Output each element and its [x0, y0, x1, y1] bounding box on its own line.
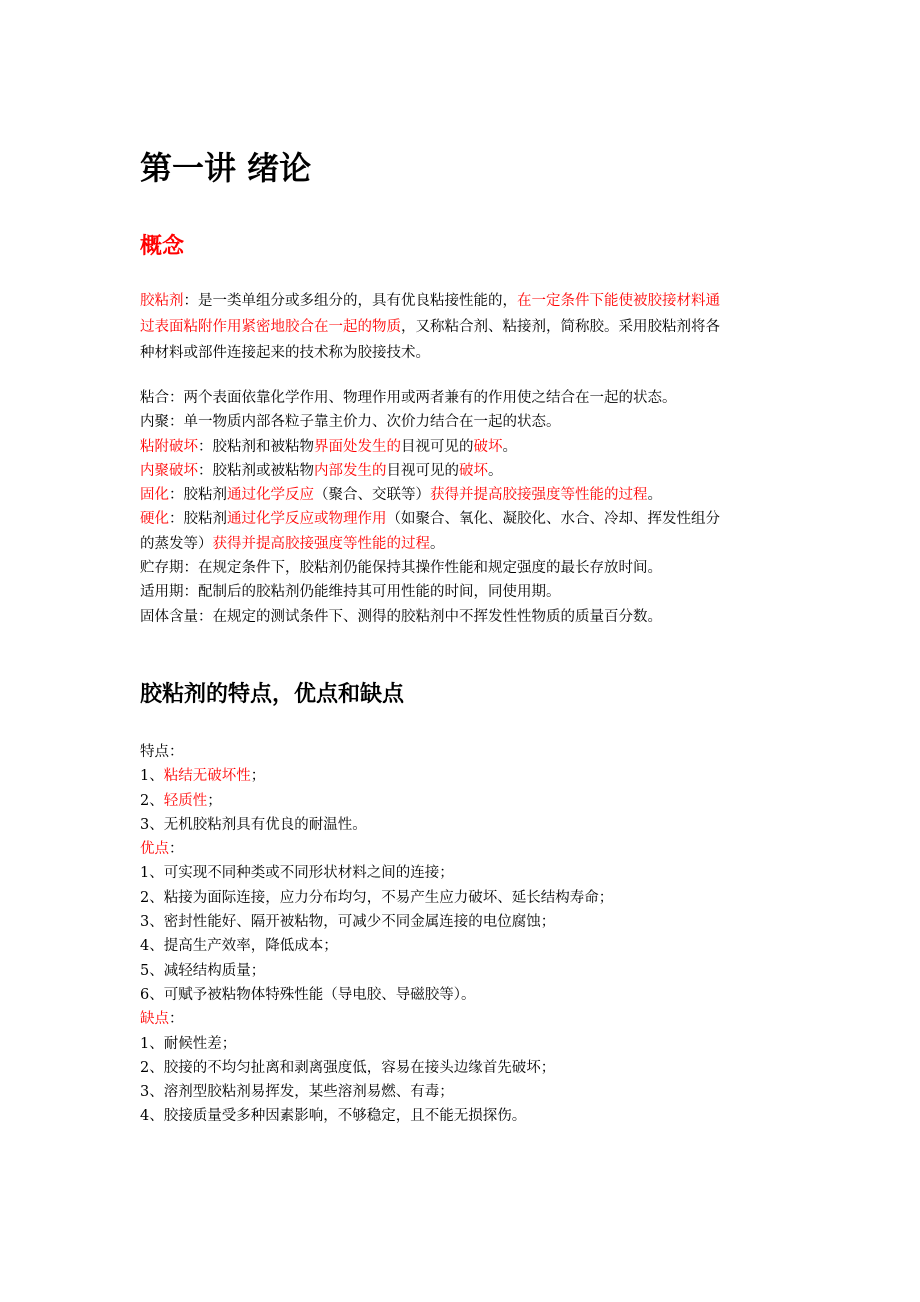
term-adhesion-failure: 粘附破坏：胶粘剂和被粘物界面处发生的目视可见的破坏。 — [140, 438, 517, 455]
definition-line-1: 胶粘剂：是一类单组分或多组分的，具有优良粘接性能的，在一定条件下能使被胶接材料通 — [140, 293, 720, 309]
cons-item: 4、胶接质量受多种因素影响，不够稳定，且不能无损探伤。 — [140, 1108, 527, 1125]
pros-item: 6、可赋予被粘物体特殊性能（导电胶、导磁胶等）。 — [140, 986, 476, 1003]
pros-item: 5、减轻结构质量； — [140, 962, 266, 979]
feature-item: 1、粘结无破坏性； — [140, 768, 266, 785]
page-title: 第一讲 绪论 — [140, 149, 312, 187]
section-heading-features: 胶粘剂的特点，优点和缺点 — [140, 682, 405, 707]
cons-label: 缺点： — [140, 1011, 184, 1028]
pros-item: 1、可实现不同种类或不同形状材料之间的连接； — [140, 865, 454, 882]
term-storage-life: 贮存期：在规定条件下，胶粘剂仍能保持其操作性能和规定强度的最长存放时间。 — [140, 560, 662, 577]
term-nianhe: 粘合：两个表面依靠化学作用、物理作用或两者兼有的作用使之结合在一起的状态。 — [140, 390, 677, 406]
cons-item: 2、胶接的不均匀扯离和剥离强度低，容易在接头边缘首先破坏； — [140, 1059, 556, 1076]
cons-item: 3、溶剂型胶粘剂易挥发，某些溶剂易燃、有毒； — [140, 1084, 454, 1101]
terms-list — [140, 386, 790, 629]
pros-item: 2、粘接为面际连接，应力分布均匀，不易产生应力破坏、延长结构寿命； — [140, 889, 614, 906]
term-curing: 固化：胶粘剂通过化学反应（聚合、交联等）获得并提高胶接强度等性能的过程。 — [140, 487, 662, 504]
term-hardening-cont: 的蒸发等）获得并提高胶接强度等性能的过程。 — [140, 535, 445, 552]
features-label: 特点： — [140, 744, 184, 760]
features-list — [140, 740, 790, 1129]
feature-item: 2、轻质性； — [140, 792, 222, 809]
definition-line-2: 过表面粘附作用紧密地胶合在一起的物质，又称粘合剂、粘接剂，简称胶。采用胶粘剂将各 — [140, 319, 720, 335]
term-adhesive: 胶粘剂 — [140, 293, 184, 309]
cons-item: 1、耐候性差； — [140, 1035, 237, 1052]
definition-paragraph — [140, 288, 790, 366]
term-cohesive-failure: 内聚破坏：胶粘剂或被粘物内部发生的目视可见的破坏。 — [140, 462, 503, 479]
feature-item: 3、无机胶粘剂具有优良的耐温性。 — [140, 816, 367, 833]
definition-line-3: 种材料或部件连接起来的技术称为胶接技术。 — [140, 345, 430, 361]
pros-label: 优点： — [140, 841, 184, 858]
term-hardening: 硬化：胶粘剂通过化学反应或物理作用（如聚合、氧化、凝胶化、水合、冷却、挥发性组分 — [140, 511, 720, 528]
term-neiju: 内聚：单一物质内部各粒子靠主价力、次价力结合在一起的状态。 — [140, 414, 561, 431]
pros-item: 3、密封性能好、隔开被粘物，可减少不同金属连接的电位腐蚀； — [140, 914, 556, 931]
term-pot-life: 适用期：配制后的胶粘剂仍能维持其可用性能的时间，同使用期。 — [140, 584, 561, 601]
pros-item: 4、提高生产效率，降低成本； — [140, 938, 338, 955]
section-heading-concepts: 概念 — [140, 234, 185, 259]
term-solid-content: 固体含量：在规定的测试条件下、测得的胶粘剂中不挥发性性物质的质量百分数。 — [140, 608, 662, 625]
